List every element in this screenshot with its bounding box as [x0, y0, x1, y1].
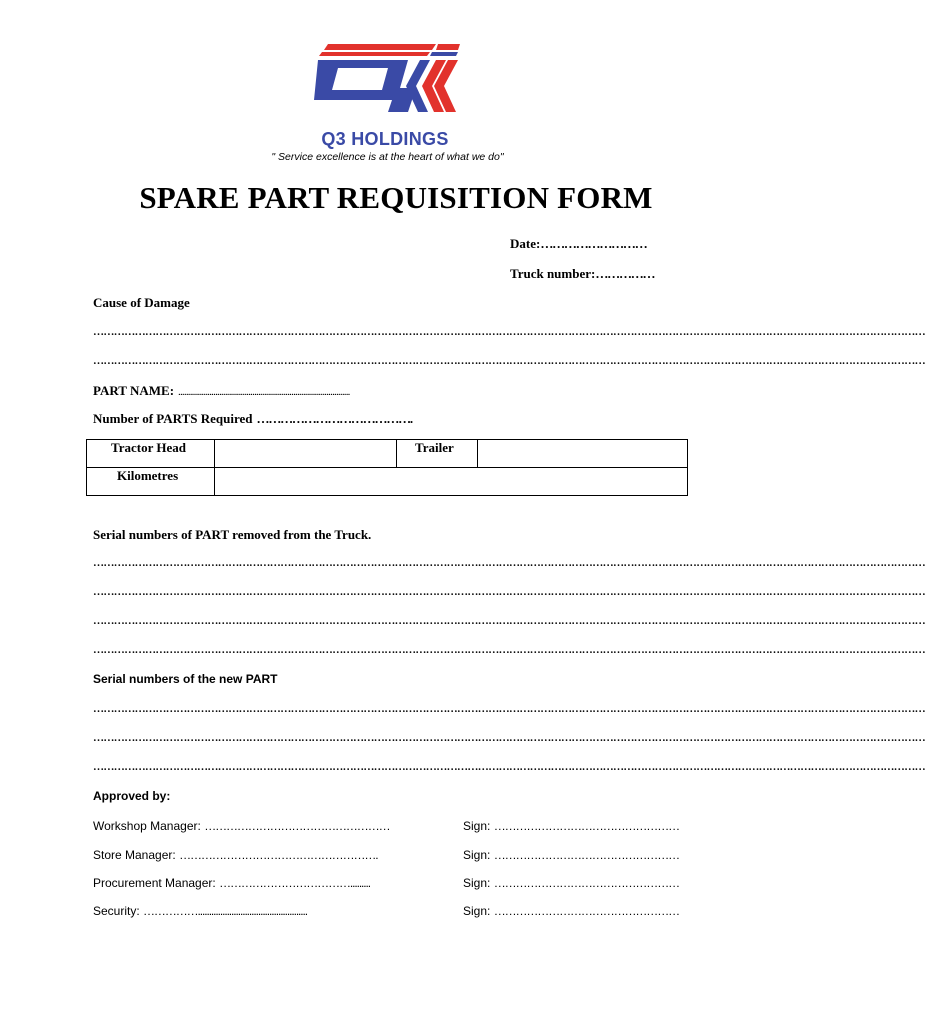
kilometres-cell[interactable]: [215, 468, 688, 496]
sign-label: Sign:: [463, 904, 491, 918]
form-title: SPARE PART REQUISITION FORM: [139, 180, 653, 215]
trailer-label: Trailer: [397, 440, 478, 468]
truck-number-label: Truck number:: [510, 266, 596, 281]
sign-label: Sign:: [463, 876, 491, 890]
store-manager-sign[interactable]: [463, 848, 679, 862]
serial-removed-line-3[interactable]: ……………………………………………………………………………………………………………………………………………………………………………………………………………………: [93, 615, 925, 627]
store-manager-field[interactable]: [93, 848, 378, 862]
serial-removed-line-2[interactable]: ……………………………………………………………………………………………………………………………………………………………………………………………………………………: [93, 586, 925, 598]
serial-new-line-2[interactable]: ……………………………………………………………………………………………………………………………………………………………………………………………………………………: [93, 732, 925, 744]
workshop-manager-sign[interactable]: [463, 819, 679, 833]
part-name-dots: ........................................................................................: [178, 386, 350, 398]
security-label: Security:: [93, 904, 140, 918]
sign-label: Sign:: [463, 819, 491, 833]
procurement-manager-dots: ……………………………….........: [219, 876, 370, 890]
kilometres-label: Kilometres: [87, 468, 215, 496]
serial-new-line-3[interactable]: ……………………………………………………………………………………………………………………………………………………………………………………………………………………: [93, 761, 925, 773]
sign-dots: ……………………………………………: [493, 876, 680, 890]
q3-logo-icon: [308, 40, 468, 134]
sign-dots: ……………………………………………: [493, 819, 680, 833]
part-name-field[interactable]: [93, 382, 350, 400]
date-dots: ………………………: [540, 236, 647, 251]
vehicle-table: [86, 439, 688, 496]
num-parts-dots: ………………………………….: [256, 411, 412, 426]
security-field[interactable]: [93, 904, 307, 918]
serial-new-label: Serial numbers of the new PART: [93, 672, 278, 686]
store-manager-dots: ……………………………………………….: [179, 848, 378, 862]
date-field[interactable]: [510, 235, 647, 253]
serial-removed-label: Serial numbers of PART removed from the Truck.: [93, 527, 372, 542]
serial-new-line-1[interactable]: ……………………………………………………………………………………………………………………………………………………………………………………………………………………: [93, 703, 925, 715]
sign-label: Sign:: [463, 848, 491, 862]
table-row: [87, 468, 688, 496]
procurement-manager-label: Procurement Manager:: [93, 876, 216, 890]
serial-removed-line-1[interactable]: ……………………………………………………………………………………………………………………………………………………………………………………………………………………: [93, 557, 925, 569]
workshop-manager-field[interactable]: [93, 819, 390, 833]
company-tagline: " Service excellence is at the heart of what we do": [271, 151, 504, 163]
sign-dots: ……………………………………………: [493, 904, 680, 918]
sign-dots: ……………………………………………: [493, 848, 680, 862]
cause-line-2[interactable]: ……………………………………………………………………………………………………………………………………………………………………………………………………………………: [93, 355, 925, 367]
procurement-manager-field[interactable]: [93, 876, 370, 890]
company-name: Q3 HOLDINGS: [321, 129, 449, 149]
truck-number-dots: ……………: [595, 266, 655, 281]
approved-by-heading: Approved by:: [93, 789, 171, 803]
date-label: Date:: [510, 236, 541, 251]
cause-line-1[interactable]: ……………………………………………………………………………………………………………………………………………………………………………………………………………………: [93, 326, 925, 338]
security-sign[interactable]: [463, 904, 679, 918]
store-manager-label: Store Manager:: [93, 848, 176, 862]
serial-removed-line-4[interactable]: ……………………………………………………………………………………………………………………………………………………………………………………………………………………: [93, 644, 925, 656]
workshop-manager-label: Workshop Manager:: [93, 819, 201, 833]
procurement-manager-sign[interactable]: [463, 876, 679, 890]
table-row: [87, 440, 688, 468]
trailer-cell[interactable]: [478, 440, 688, 468]
num-parts-label: Number of PARTS Required: [93, 411, 253, 426]
workshop-manager-dots: ……………………………………………: [204, 819, 390, 833]
tractor-head-label: Tractor Head: [87, 440, 215, 468]
truck-number-field[interactable]: [510, 265, 654, 283]
tractor-head-cell[interactable]: [215, 440, 397, 468]
part-name-label: PART NAME:: [93, 383, 175, 398]
security-dots: …………….................................................: [143, 904, 307, 918]
cause-of-damage-label: Cause of Damage: [93, 295, 190, 310]
num-parts-field[interactable]: [93, 410, 412, 428]
